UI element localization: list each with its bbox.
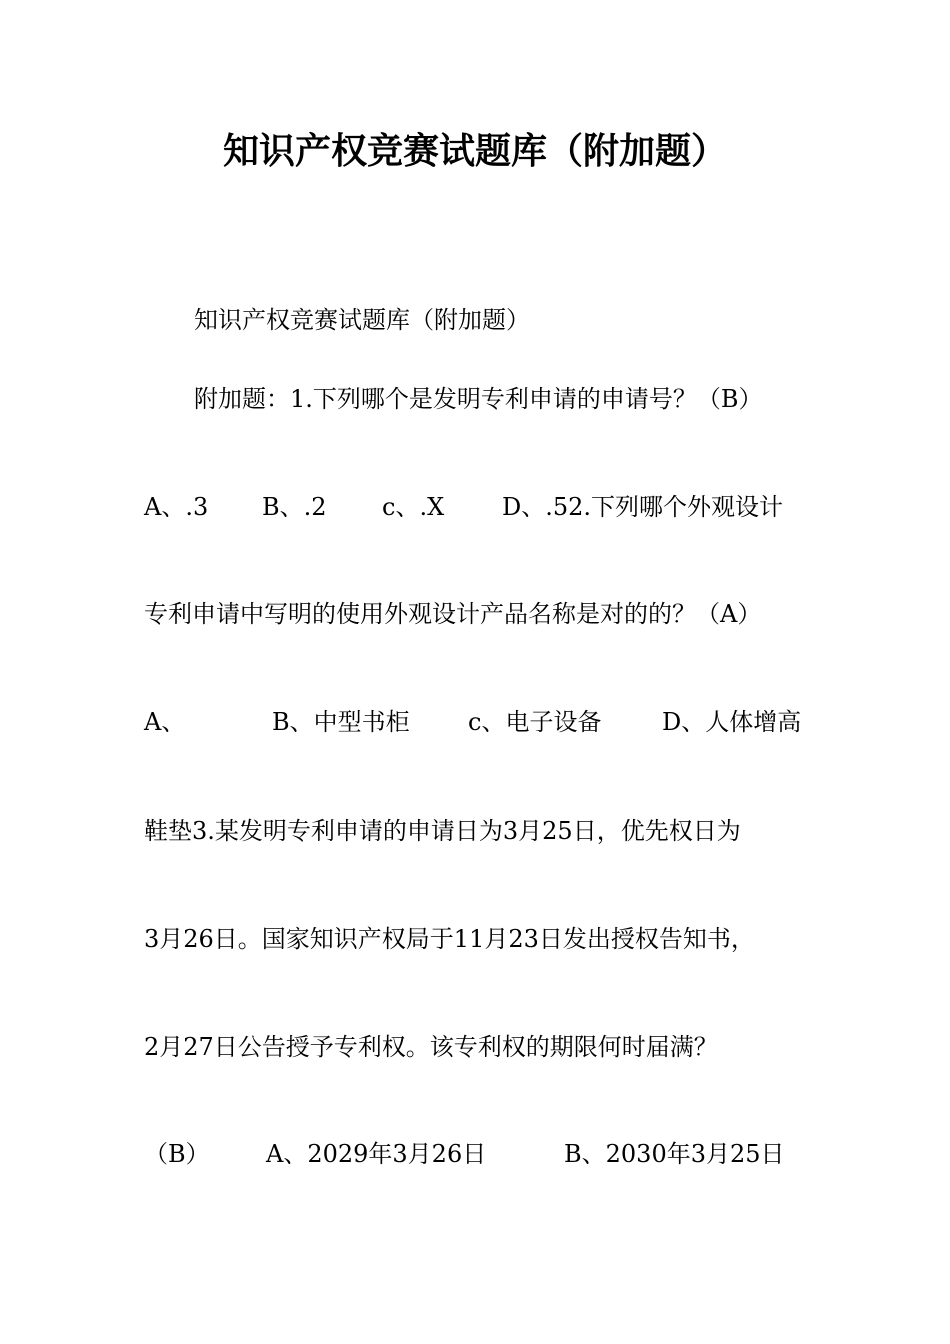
q1-option-b: B、.2 bbox=[262, 493, 327, 521]
q3-option-a: A、2029年3月26日 bbox=[266, 1140, 487, 1168]
q1-option-d-and-q2-start: D、.52.下列哪个外观设计 bbox=[502, 493, 784, 521]
q2-option-b: B、中型书柜 bbox=[272, 708, 410, 736]
question-2-text: 专利申请中写明的使用外观设计产品名称是对的的？（A） bbox=[144, 600, 762, 628]
question-1-text: 附加题：1.下列哪个是发明专利申请的申请号？（B） bbox=[194, 385, 763, 413]
q2-option-c: c、电子设备 bbox=[468, 708, 602, 736]
document-title: 知识产权竞赛试题库（附加题） bbox=[222, 130, 727, 172]
q1-option-c: c、.X bbox=[382, 493, 445, 521]
q2-option-a: A、 bbox=[144, 708, 186, 736]
q3-answer: （B） bbox=[144, 1140, 210, 1168]
q3-option-b: B、2030年3月25日 bbox=[564, 1140, 785, 1168]
question-3-line-1: 鞋垫3.某发明专利申请的申请日为3月25日，优先权日为 bbox=[144, 817, 741, 845]
question-3-line-2: 3月26日。国家知识产权局于11月23日发出授权告知书， bbox=[144, 925, 755, 953]
question-3-line-3: 2月27日公告授予专利权。该专利权的期限何时届满？ bbox=[144, 1033, 718, 1061]
document-subtitle: 知识产权竞赛试题库（附加题） bbox=[194, 306, 530, 334]
q2-option-d: D、人体增高 bbox=[662, 708, 802, 736]
q1-option-a: A、.3 bbox=[144, 493, 209, 521]
